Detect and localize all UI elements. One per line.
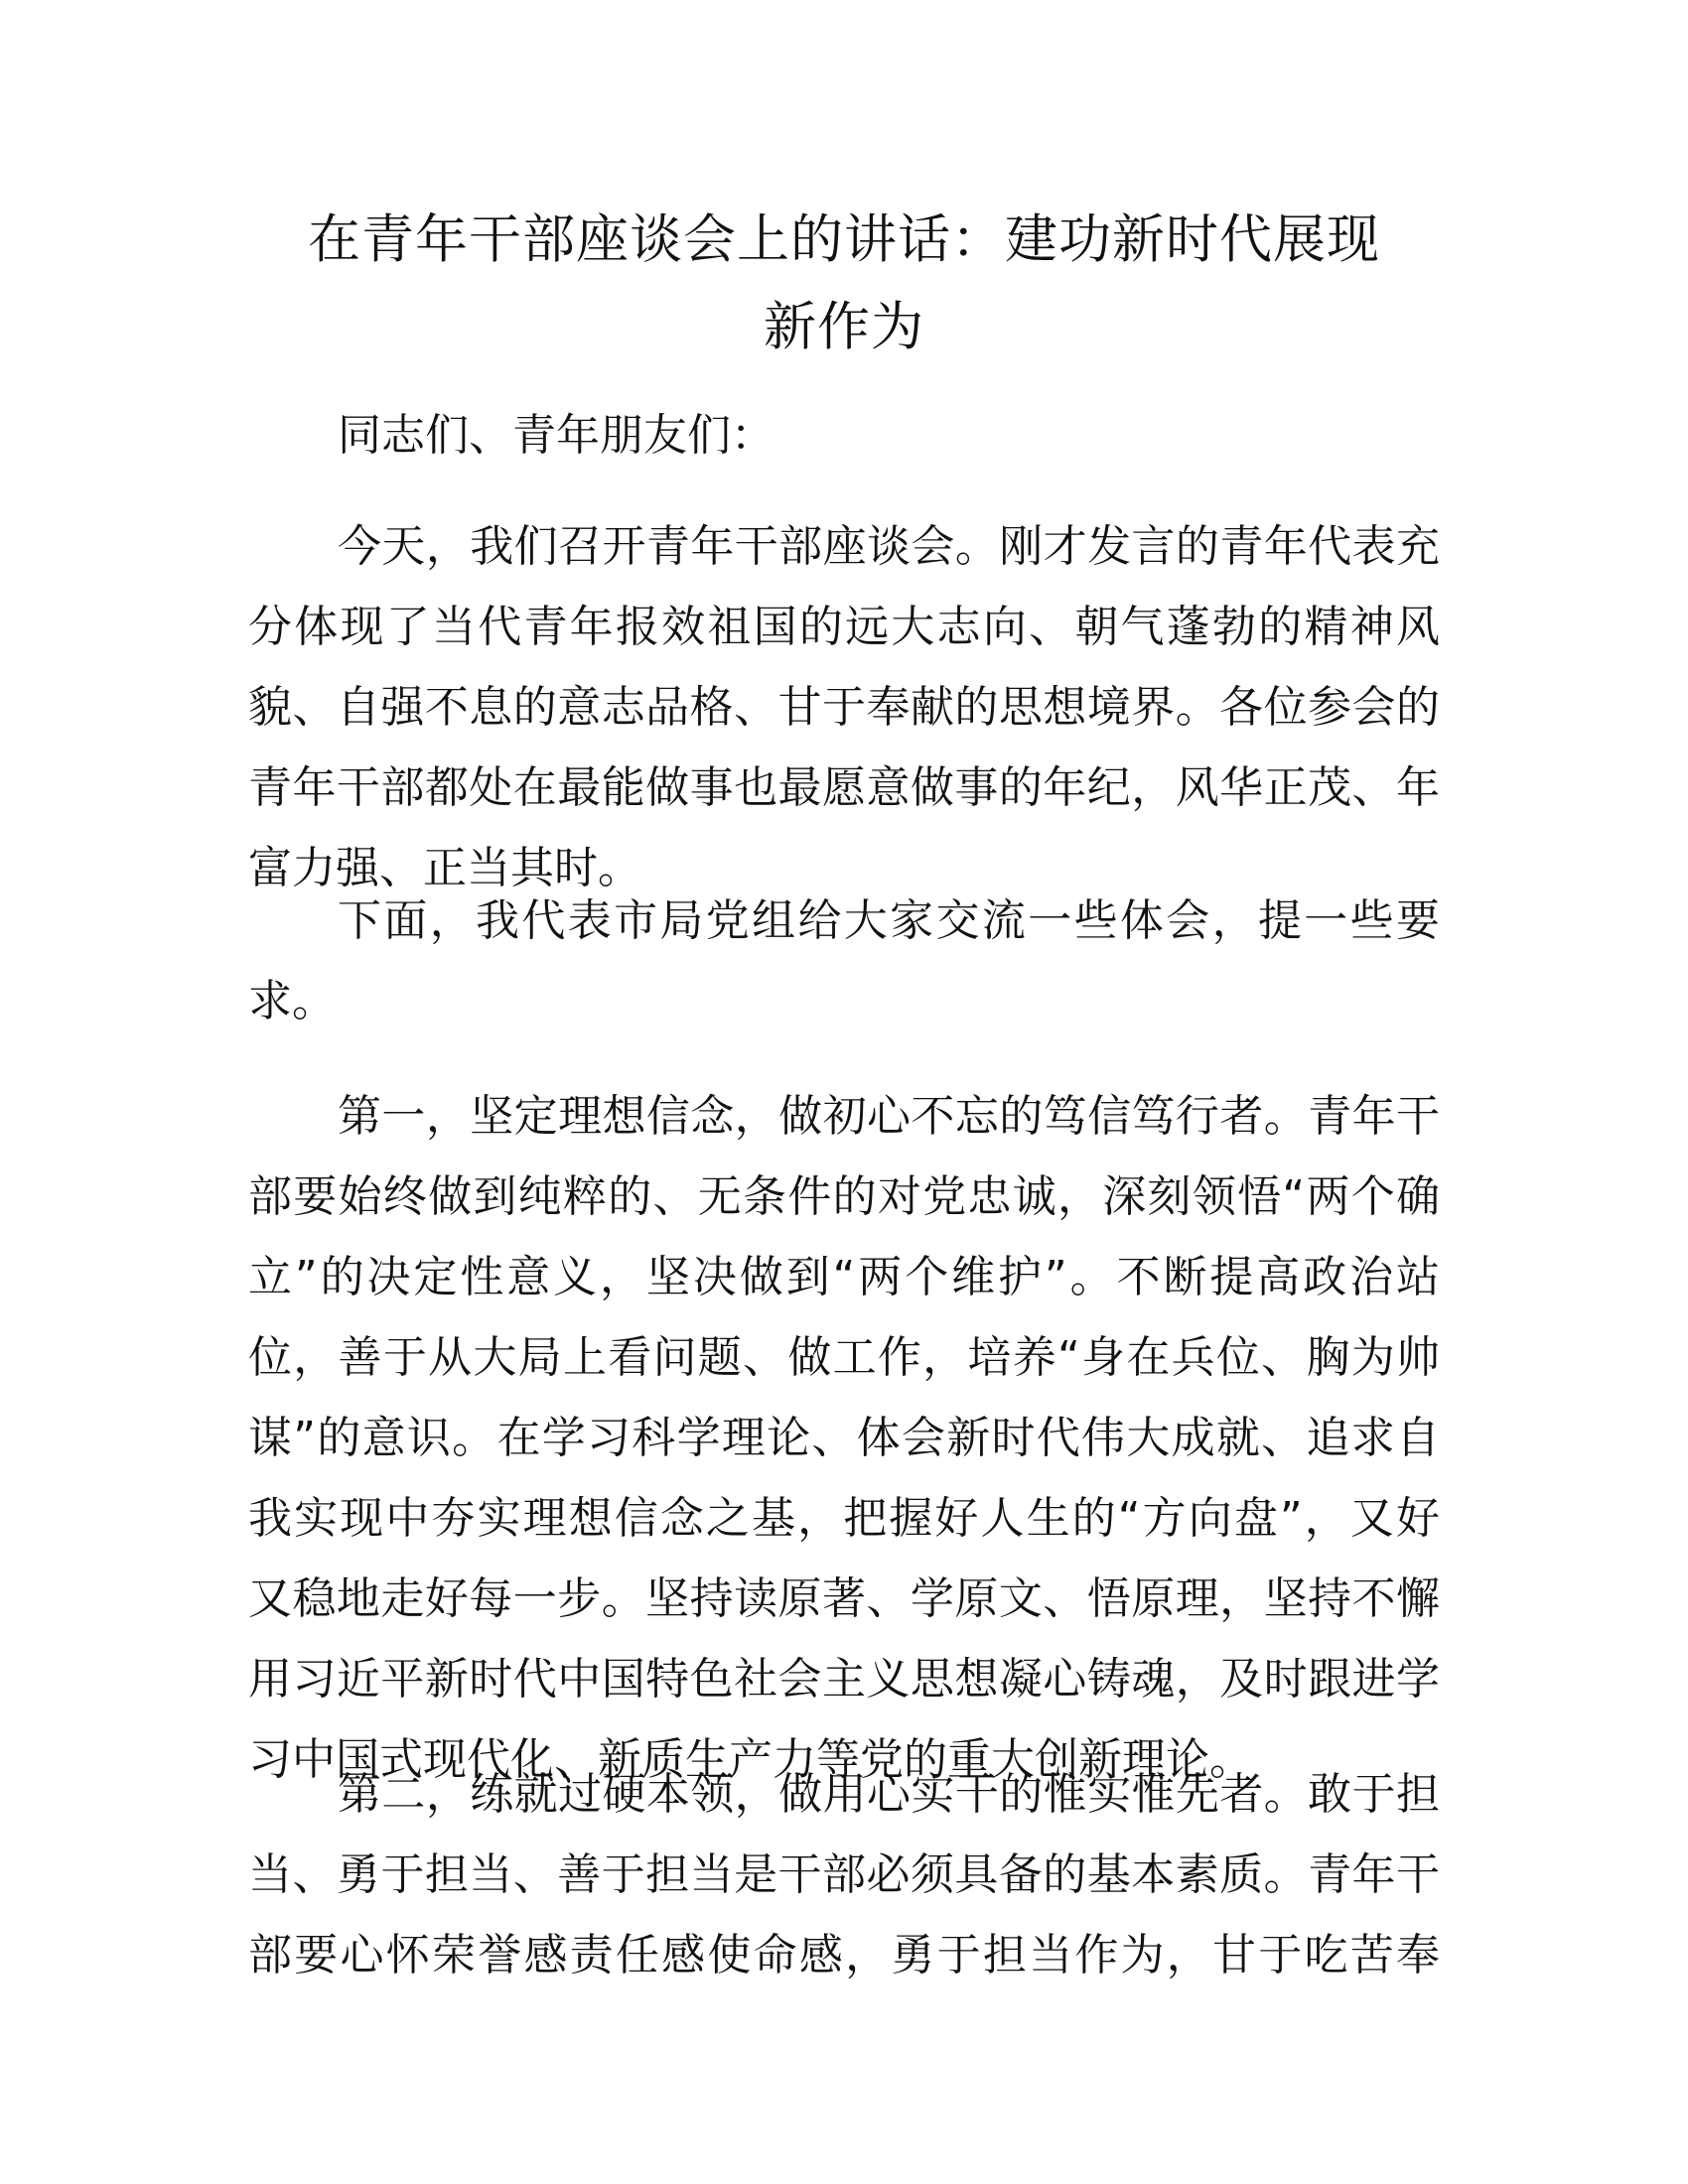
paragraph-line: 同志们、青年朋友们：: [338, 410, 774, 461]
paragraph-line: 貌、自强不息的意志品格、甘于奉献的思想境界。各位参会的: [248, 682, 1440, 733]
paragraph-line: 我实现中夯实理想信念之基，把握好人生的“方向盘”，又好: [248, 1493, 1440, 1544]
paragraph-line: 部要心怀荣誉感责任感使命感，勇于担当作为，甘于吃苦奉: [248, 1930, 1440, 1980]
paragraph-line: 当、勇于担当、善于担当是干部必须具备的基本素质。青年干: [248, 1849, 1440, 1900]
paragraph-line: 第一，坚定理想信念，做初心不忘的笃信笃行者。青年干: [338, 1091, 1440, 1142]
document-title: [248, 197, 1440, 371]
paragraph-line: 今天，我们召开青年干部座谈会。刚才发言的青年代表充: [338, 521, 1440, 572]
paragraph-line: 位，善于从大局上看问题、做工作，培养“身在兵位、胸为帅: [248, 1332, 1440, 1383]
paragraph-line: 下面，我代表市局党组给大家交流一些体会，提一些要: [338, 895, 1440, 946]
salutation-paragraph: [248, 395, 1440, 476]
title-line: 新作为: [764, 297, 924, 357]
paragraph-line: 青年干部都处在最能做事也最愿意做事的年纪，风华正茂、年: [248, 762, 1440, 813]
paragraph-line: 求。: [248, 976, 336, 1026]
intro-paragraph: [248, 506, 1440, 908]
paragraph-line: 谋”的意识。在学习科学理论、体会新时代伟大成就、追求自: [248, 1413, 1440, 1463]
paragraph-line: 部要始终做到纯粹的、无条件的对党忠诚，深刻领悟“两个确: [248, 1171, 1440, 1222]
paragraph-line: 又稳地走好每一步。坚持读原著、学原文、悟原理，坚持不懈: [248, 1573, 1440, 1624]
title-line: 在青年干部座谈会上的讲话：建功新时代展现: [308, 209, 1380, 270]
paragraph-line: 富力强、正当其时。: [248, 843, 641, 893]
paragraph-line: 立”的决定性意义，坚决做到“两个维护”。不断提高政治站: [248, 1252, 1440, 1302]
paragraph-line: 第二，练就过硬本领，做用心实干的惟实惟先者。敢于担: [338, 1769, 1440, 1820]
transition-paragraph: [248, 881, 1440, 1041]
paragraph-line: 习中国式现代化、新质生产力等党的重大创新理论。: [248, 1734, 1253, 1785]
paragraph-line: 用习近平新时代中国特色社会主义思想凝心铸魂，及时跟进学: [248, 1654, 1440, 1705]
point-two-paragraph: [248, 1754, 1440, 1995]
paragraph-line: 分体现了当代青年报效祖国的远大志向、朝气蓬勃的精神风: [248, 602, 1440, 652]
point-one-paragraph: [248, 1076, 1440, 1800]
